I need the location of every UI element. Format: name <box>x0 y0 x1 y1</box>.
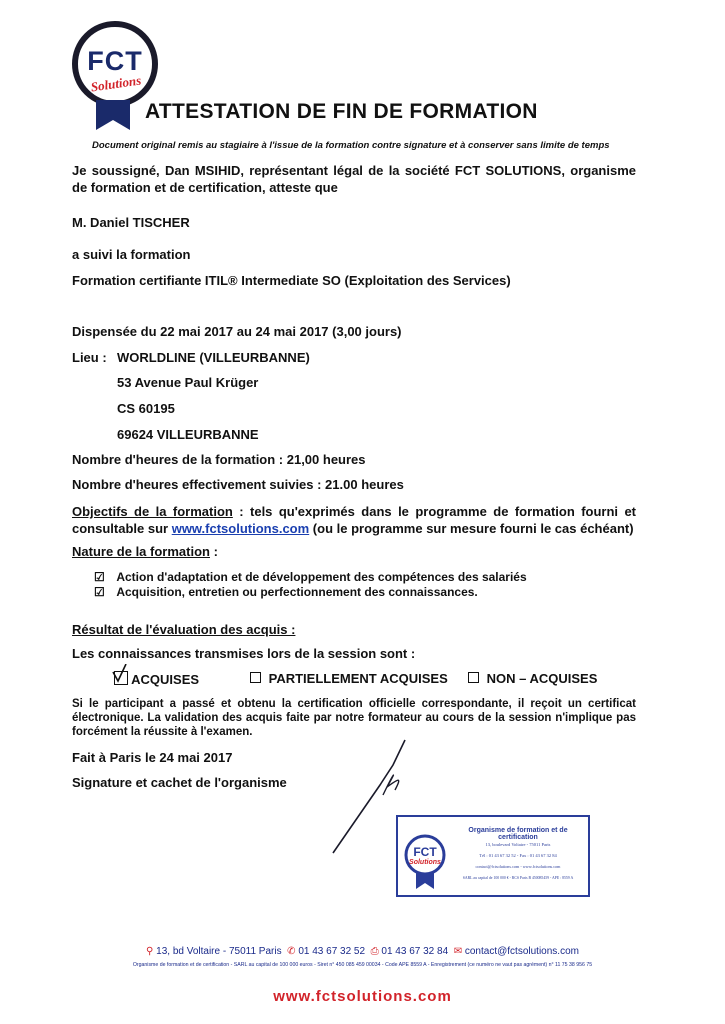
checked-box-icon: ☑ <box>94 570 105 584</box>
option-label: ACQUISES <box>131 672 200 687</box>
stamp-logo-sub: Solutions <box>409 859 441 866</box>
location-label: Lieu : <box>72 350 107 365</box>
checkbox-icon <box>250 672 261 683</box>
dates-text: Dispensée du 22 mai 2017 au 24 mai 2017 (3,00 jours) <box>72 324 402 339</box>
nature-item-label: Acquisition, entretien ou perfectionnement des connaissances. <box>116 585 478 599</box>
objectives-text-2: (ou le programme sur mesure fourni le cas échéant) <box>309 521 634 536</box>
nature-colon: : <box>209 544 218 559</box>
location-city: 69624 VILLEURBANNE <box>117 427 259 442</box>
hours-planned: Nombre d'heures de la formation : 21,00 heures <box>72 452 366 467</box>
checked-box-icon <box>114 671 128 685</box>
stamp-line-1: Organisme de formation et de certification <box>468 827 568 841</box>
footer-phone: 01 43 67 32 52 <box>298 946 366 957</box>
stamp-line-2: 13, boulevard Voltaire - 75011 Paris <box>485 842 551 847</box>
checked-box-icon: ☑ <box>94 585 105 599</box>
location-cs: CS 60195 <box>117 401 175 416</box>
location-street: 53 Avenue Paul Krüger <box>117 375 259 390</box>
followed-text: a suivi la formation <box>72 247 191 262</box>
stamp-line-5: SARL au capital de 100 000 € - RCS Paris B 450085459 - APE : 8559 A <box>462 876 574 880</box>
footer-website[interactable]: www.fctsolutions.com <box>273 988 452 1005</box>
footer-email[interactable]: contact@fctsolutions.com <box>464 946 579 957</box>
objectives-paragraph <box>72 503 636 537</box>
logo-sub: Solutions <box>89 72 143 95</box>
footer-address: 13, bd Voltaire - 75011 Paris <box>156 946 282 957</box>
footer-fax: 01 43 67 32 84 <box>381 946 449 957</box>
nature-label: Nature de la formation <box>72 544 210 559</box>
stamp-line-4: contact@fctsolutions.com - www.fctsolutions.com <box>475 864 561 869</box>
location-pin-icon: ⚲ <box>146 946 154 957</box>
location-name: WORLDLINE (VILLEURBANNE) <box>117 350 310 365</box>
phone-icon: ✆ <box>287 946 296 957</box>
result-intro: Les connaissances transmises lors de la session sont : <box>72 646 416 661</box>
course-name: Formation certifiante ITIL® Intermediate SO (Exploitation des Services) <box>72 273 511 288</box>
certification-note: Si le participant a passé et obtenu la certification officielle correspondante, il reçoit un certificat électronique. La validation des acquis faite par notre formateur au cours de la session n'implique pas forcément la réussite à l'examen. <box>72 698 636 738</box>
trainee-name: M. Daniel TISCHER <box>72 215 190 230</box>
option-partiellement <box>250 671 448 686</box>
nature-item-2 <box>94 585 478 599</box>
place-date: Fait à Paris le 24 mai 2017 <box>72 750 233 765</box>
checkbox-icon <box>468 672 479 683</box>
company-stamp <box>396 815 590 897</box>
option-non-acquises <box>468 671 597 686</box>
logo-brand: FCT <box>87 46 143 76</box>
page-subtitle: Document original remis au stagiaire à l'issue de la formation contre signature et à conserver sans limite de temps <box>92 140 610 151</box>
nature-heading <box>72 544 218 559</box>
nature-item-label: Action d'adaptation et de développement des compétences des salariés <box>116 570 527 584</box>
option-acquises <box>114 671 199 687</box>
hours-followed: Nombre d'heures effectivement suivies : 21.00 heures <box>72 477 404 492</box>
result-heading: Résultat de l'évaluation des acquis : <box>72 622 296 637</box>
nature-item-1 <box>94 570 527 584</box>
page-title: ATTESTATION DE FIN DE FORMATION <box>145 100 538 123</box>
footer-contact <box>0 946 725 957</box>
stamp-line-3: Tél : 01 43 67 32 52 - Fax : 01 43 67 32 84 <box>479 853 557 858</box>
objectives-label: Objectifs de la formation <box>72 504 233 519</box>
footer-legal: Organisme de formation et de certification - SARL au capital de 100 000 euros - Siret n° 450 085 459 00034 - Code APE 8559 A - Enregistrement (ce numéro ne vaut pas agrément) n° 11 75 38 956 75 <box>132 962 593 968</box>
fax-icon: ⎙ <box>370 946 379 957</box>
objectives-text-1: : tels qu'exprimés dans le programme de formation fourni et consultable sur <box>72 504 637 536</box>
email-icon: ✉ <box>453 946 463 957</box>
stamp-logo <box>402 831 448 891</box>
option-label: PARTIELLEMENT ACQUISES <box>268 671 448 686</box>
stamp-logo-brand: FCT <box>413 845 437 859</box>
intro-text: Je soussigné, Dan MSIHID, représentant légal de la société FCT SOLUTIONS, organisme de formation et de certification, atteste que <box>72 163 636 195</box>
objectives-link[interactable]: www.fctsolutions.com <box>171 521 310 536</box>
signature-label: Signature et cachet de l'organisme <box>72 775 287 790</box>
option-label: NON – ACQUISES <box>486 671 598 686</box>
